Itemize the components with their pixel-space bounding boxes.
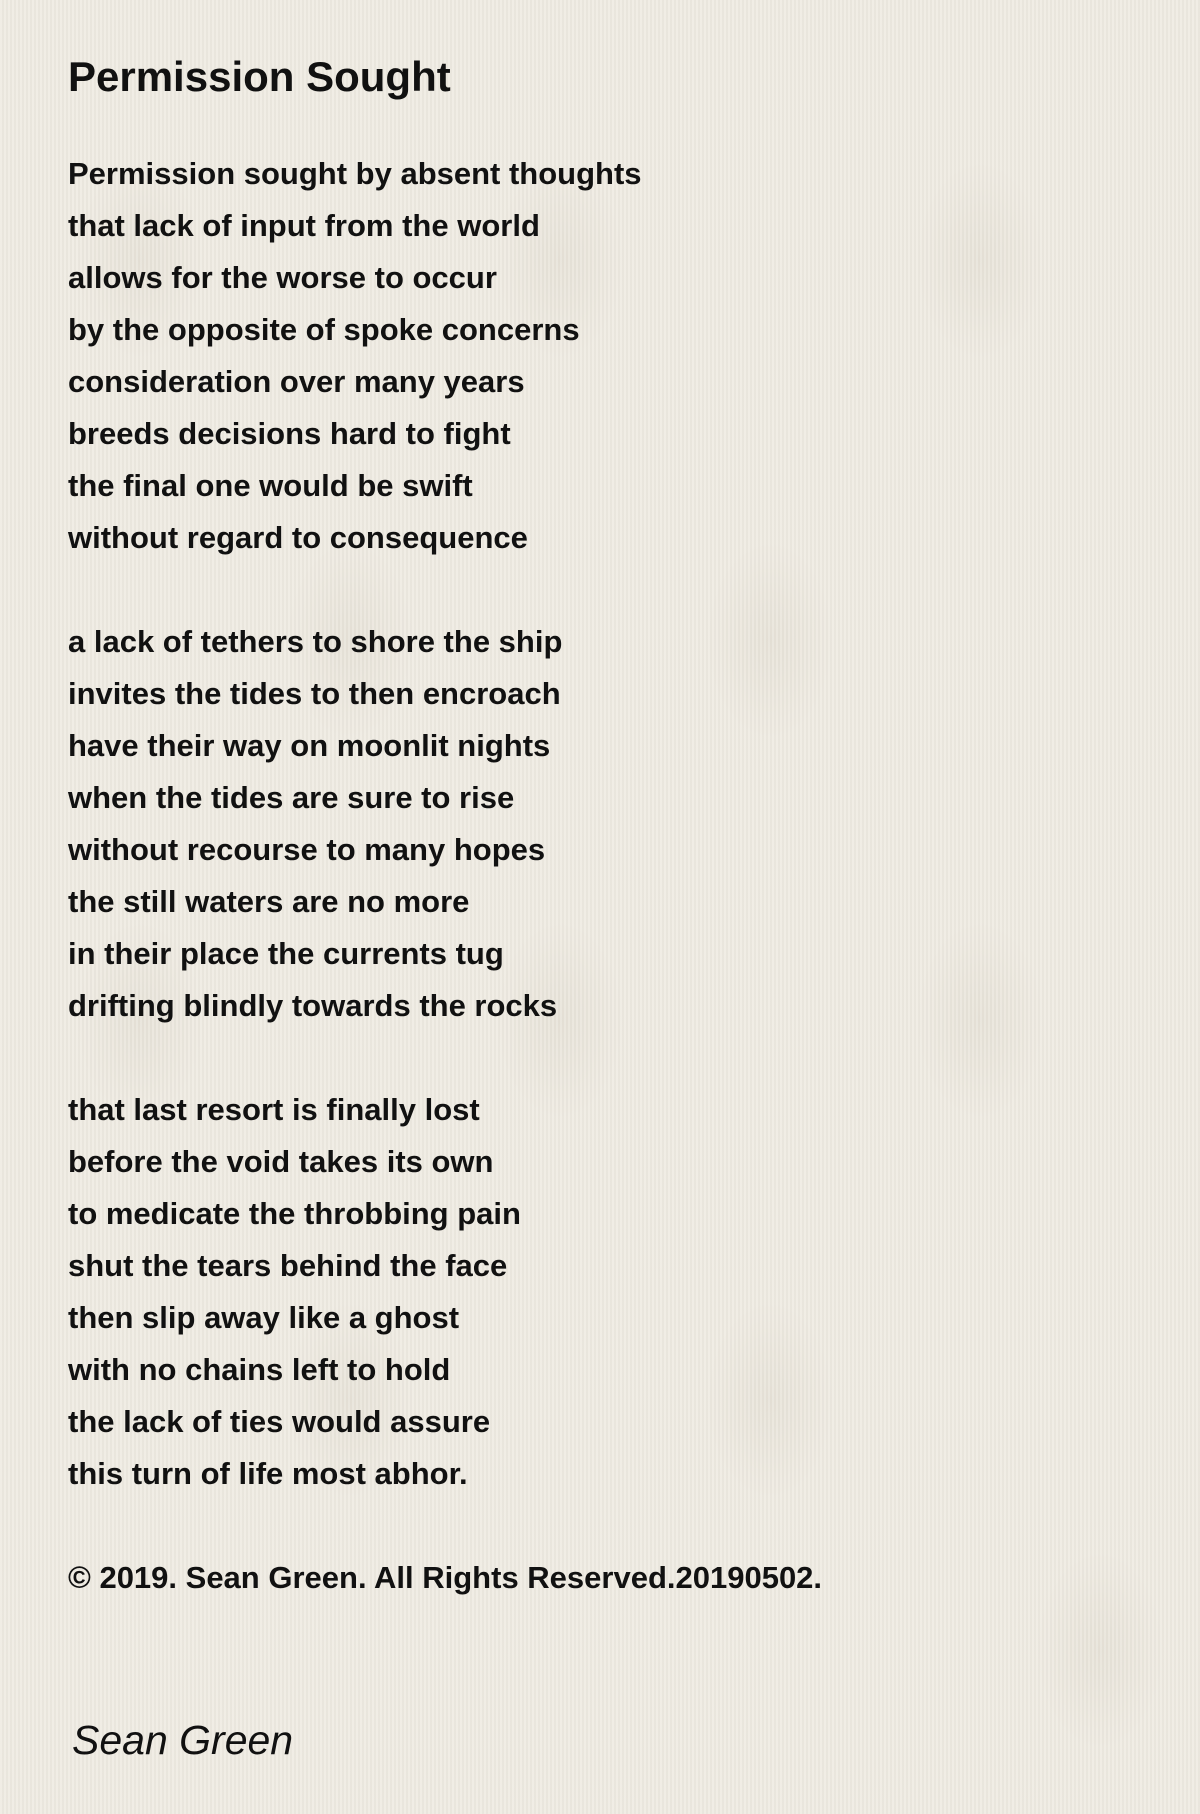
poem-line: invites the tides to then encroach	[68, 676, 561, 711]
poem-line: without regard to consequence	[68, 520, 528, 555]
poem-line: to medicate the throbbing pain	[68, 1196, 521, 1231]
poem-line: consideration over many years	[68, 364, 525, 399]
poem-line: without recourse to many hopes	[68, 832, 546, 867]
poem-line: then slip away like a ghost	[68, 1300, 460, 1335]
poem-page	[68, 48, 1148, 1604]
poem-line: this turn of life most abhor.	[68, 1456, 468, 1491]
stanza-3	[68, 1084, 1148, 1500]
copyright-notice: © 2019. Sean Green. All Rights Reserved.20190502.	[68, 1560, 823, 1595]
poem-line: in their place the currents tug	[68, 936, 504, 971]
poem-line: allows for the worse to occur	[68, 260, 497, 295]
poem-line: with no chains left to hold	[68, 1352, 451, 1387]
poem-line: the still waters are no more	[68, 884, 470, 919]
poem-line: that last resort is finally lost	[68, 1092, 480, 1127]
poem-line: drifting blindly towards the rocks	[68, 988, 558, 1023]
poem-line: the lack of ties would assure	[68, 1404, 491, 1439]
poem-line: breeds decisions hard to fight	[68, 416, 511, 451]
stanza-1	[68, 148, 1148, 564]
poem-line: a lack of tethers to shore the ship	[68, 624, 563, 659]
poem-line: have their way on moonlit nights	[68, 728, 551, 763]
stanza-2	[68, 616, 1148, 1032]
poem-line: Permission sought by absent thoughts	[68, 156, 642, 191]
poem-line: that lack of input from the world	[68, 208, 540, 243]
poem-line: shut the tears behind the face	[68, 1248, 508, 1283]
poem-line: before the void takes its own	[68, 1144, 494, 1179]
poem-title: Permission Sought	[68, 53, 451, 100]
poem-line: by the opposite of spoke concerns	[68, 312, 580, 347]
author-name: Sean Green	[72, 1717, 294, 1763]
poem-line: when the tides are sure to rise	[68, 780, 515, 815]
poem-line: the final one would be swift	[68, 468, 473, 503]
